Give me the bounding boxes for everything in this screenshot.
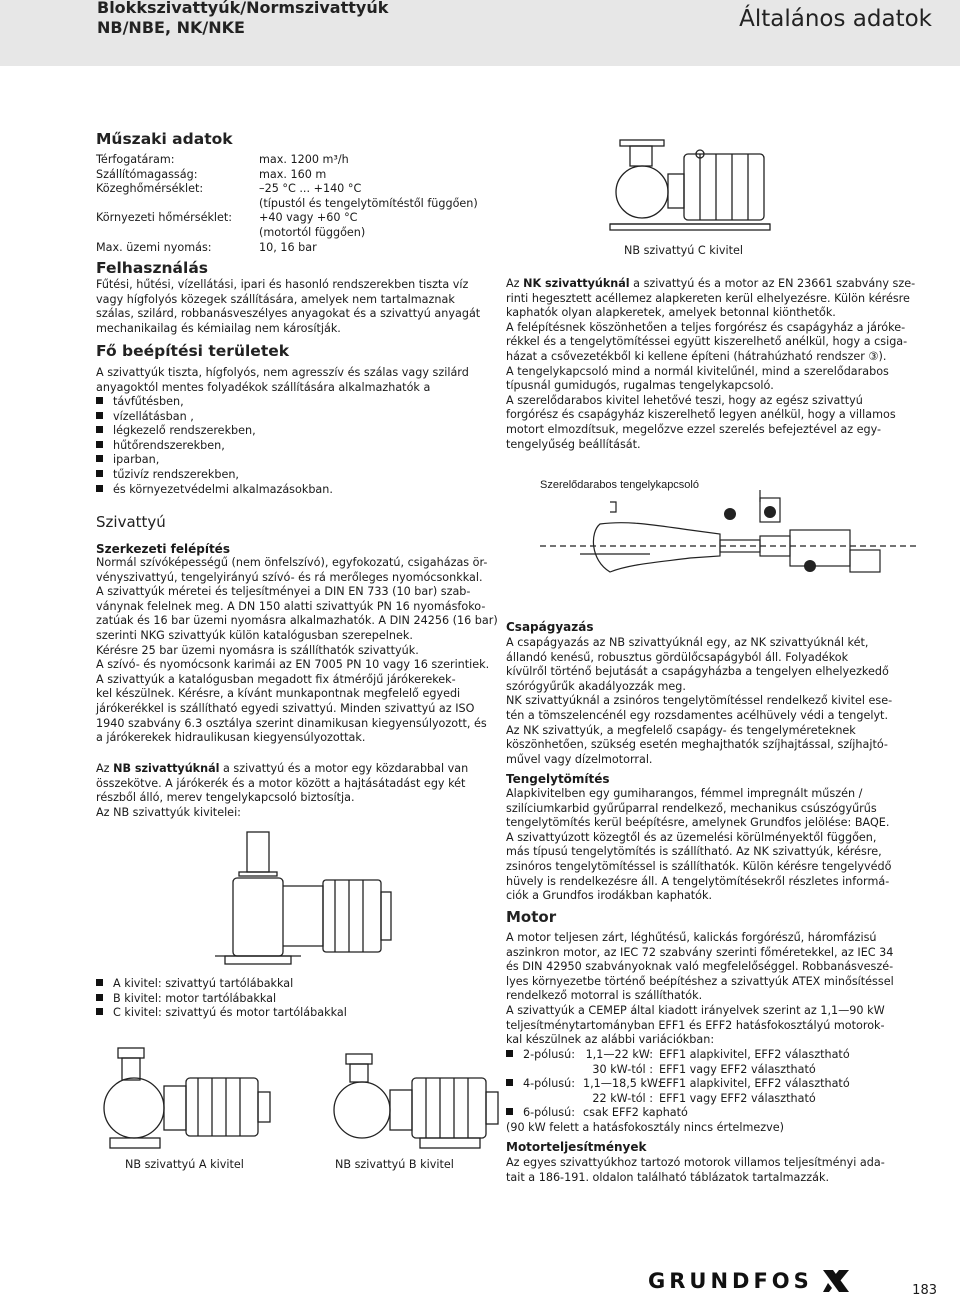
tech-label: Max. üzemi nyomás: (96, 240, 212, 254)
bullet-square-icon (96, 412, 103, 419)
variant-item (96, 977, 347, 992)
pole-row (506, 1077, 850, 1092)
area-item (96, 483, 333, 498)
construction-line: ványnak felelnek meg. A DN 150 alatti szivattyúk PN 16 nyomásfoko- (96, 599, 486, 613)
section-title: Általános adatok (739, 6, 932, 32)
pole-power: csak EFF2 kapható (583, 1106, 688, 1120)
pole-power: 22 kW-tól : (592, 1091, 653, 1105)
nk-line: A szerelődarabos kivitel lehetővé teszi, hogy az egész szivattyú (506, 393, 863, 407)
use-text (96, 278, 480, 336)
nk-line: házat a csővezetékből ki kellene építeni (hátrahúzható rendszer ③). (506, 349, 887, 363)
seal-line: zsinóros tengelytömítéssel is szállíthatók. Külön kérésre tengelyvédő (506, 859, 892, 873)
caption-variant-a: NB szivattyú A kivitel (125, 1158, 244, 1171)
pole-row (506, 1048, 850, 1063)
spacer-coupling-diagram (520, 490, 940, 595)
nk-line: típusnál gumidugós, rugalmas tengelykapcsoló. (506, 379, 774, 393)
motor-heading: Motor (506, 908, 557, 926)
variant-list (96, 977, 347, 1021)
areas-intro (96, 366, 469, 395)
pole-class: EFF1 vagy EFF2 választható (659, 1062, 816, 1076)
motor-line: teljesítménytartományban EFF1 és EFF2 hatásfokosztályú motorok- (506, 1018, 885, 1032)
nk-line: motort elmozdítsuk, megelőzve ezzel szerelés befejeztével az egy- (506, 422, 882, 436)
tech-row (96, 168, 478, 183)
bullet-square-icon (96, 470, 103, 477)
tech-value: +40 vagy +60 °C (259, 211, 358, 225)
tech-value: –25 °C ... +140 °C (259, 182, 362, 196)
seal-text (506, 787, 891, 904)
use-line: mechanikailag és kémiailag nem károsítják. (96, 321, 341, 335)
bearing-line: NK szivattyúknál a zsinóros tengelytömítéssel rendelkező kivitel ese- (506, 694, 893, 708)
nb-line: részből álló, merev tengelykapcsoló biztosítja. (96, 791, 355, 805)
header-title-block (97, 0, 388, 38)
pole-class: EFF1 vagy EFF2 választható (659, 1091, 816, 1105)
tech-label (96, 197, 259, 212)
pole-class: EFF1 alapkivitel, EFF2 választható (659, 1077, 850, 1091)
caption-variant-c: NB szivattyú C kivitel (624, 244, 743, 257)
tech-data-table (96, 153, 478, 255)
construction-subheading: Szerkezeti felépítés (96, 542, 230, 556)
motor-note: (90 kW felett a hatásfokosztály nincs értelmezve) (506, 1121, 784, 1134)
motor-line: A motor teljesen zárt, léghűtésű, kalickás forgórészű, háromfázisú (506, 931, 877, 944)
motor-text (506, 931, 894, 1048)
pole-type (523, 1092, 583, 1107)
variant-item-text: B kivitel: motor tartólábakkal (113, 991, 277, 1005)
tech-row (96, 153, 478, 168)
bearing-line: művel vagy dízelmotorral. (506, 752, 653, 766)
motor-line: A szivattyúk a CEMEP által kiadott irányelvek szerint az 1,1—90 kW (506, 1003, 885, 1017)
nk-line: Az NK szivattyúknál a szivattyú és a motor az EN 23661 szabvány sze- (506, 277, 916, 290)
bearing-line: A csapágyazás az NB szivattyúknál egy, az NK szivattyúknál két, (506, 636, 869, 649)
perf-line: Az egyes szivattyúkhoz tartozó motorok villamos teljesítményi ada- (506, 1156, 885, 1169)
nk-line: kaphatók olyan alapkeretek, amelyek betonnal kiönthetők. (506, 306, 836, 320)
bearing-line: szórógyűrűk akadályozzák meg. (506, 679, 686, 693)
use-line: Fűtési, hűtési, vízellátási, ipari és hasonló rendszerekben tiszta víz (96, 278, 469, 291)
seal-line: szilíciumkarbid gyűrűparral rendelkező, mechanikus csúszógyűrűs (506, 801, 877, 815)
bearing-heading: Csapágyazás (506, 620, 594, 634)
grundfos-logo (648, 1268, 851, 1294)
construction-line: Kérésre 25 bar üzemi nyomásra is szállíthatók szivattyúk. (96, 643, 419, 657)
construction-line: vényszivattyú, tengelyirányú szívó- és rá merőleges nyomócsonkkal. (96, 570, 483, 584)
area-item (96, 410, 333, 425)
pole-type: 4-pólusú: (523, 1077, 575, 1091)
nk-line: forgórész és csapágyház kiszerelhető legyen anélkül, hogy a villamos (506, 408, 896, 422)
bearing-line: tén a tömszelencénél egy rozsdamentes acélhüvely védi a tengelyt. (506, 708, 889, 722)
seal-line: ciók a Grundfos irodákban kaphatók. (506, 889, 713, 903)
page-header (0, 0, 960, 66)
pole-power: 1,1—22 kW: (585, 1048, 653, 1061)
motor-line: és DIN 42950 szabványoknak való megfelelőséggel. Robbanásveszé- (506, 960, 894, 974)
area-item (96, 424, 333, 439)
pole-row (506, 1092, 850, 1107)
header-line-2: NB/NBE, NK/NKE (97, 18, 245, 37)
pole-class: EFF1 alapkivitel, EFF2 választható (659, 1048, 850, 1061)
tech-row (96, 211, 478, 226)
pole-type: 2-pólusú: (523, 1048, 575, 1061)
nb-variant-a-vertical-drawing (165, 828, 425, 970)
tech-value: max. 160 m (259, 167, 327, 181)
bullet-square-icon (96, 426, 103, 433)
area-item (96, 395, 333, 410)
variant-item (96, 992, 347, 1007)
tech-row (96, 182, 478, 197)
bullet-square-icon (96, 455, 103, 462)
area-item (96, 453, 333, 468)
bullet-square-icon (96, 994, 103, 1001)
area-item-text: tűzivíz rendszerekben, (113, 467, 239, 481)
pump-heading: Szivattyú (96, 513, 166, 531)
construction-line: kel készülnek. Kérésre, a kívánt munkapontnak megfelelő egyedi (96, 687, 461, 701)
areas-intro-line: anyagoktól mentes folyadékok szállítására alkalmazhatók a (96, 380, 431, 394)
variant-item-text: C kivitel: szivattyú és motor tartólábakkal (113, 1006, 347, 1020)
variant-item (96, 1006, 347, 1021)
tech-label (96, 226, 259, 241)
perf-line: tait a 186-191. oldalon található táblázatok tartalmazzák. (506, 1170, 830, 1184)
nk-line: rékkel és a tengelytömítéssei együtt kiszerelhető anélkül, hogy a csiga- (506, 335, 908, 349)
nb-variant-a-drawing (100, 1040, 280, 1160)
tech-value: max. 1200 m³/h (259, 153, 349, 166)
seal-heading: Tengelytömítés (506, 772, 610, 786)
nb-variant-c-drawing (600, 130, 780, 240)
nk-line: A tengelykapcsoló mind a normál kivitelűnél, mind a szerelődarabos (506, 364, 889, 378)
header-line-1: Blokkszivattyúk/Normszivattyúk (97, 0, 389, 17)
motor-line: lyes környezetbe történő beépítéshez a szivattyúk ATEX minősítéssel (506, 974, 894, 988)
areas-list (96, 395, 333, 497)
construction-line: a járókerekek hidraulikusan kiegyensúlyozottak. (96, 731, 366, 745)
nk-text (506, 277, 915, 452)
construction-line: zatúak és 16 bar üzemi nyomásra alkalmazhatók. A DIN 24256 (16 bar) (96, 614, 498, 628)
tech-label: Térfogatáram: (96, 153, 175, 166)
area-item-text: vízellátásban , (113, 409, 194, 423)
construction-line: 1940 szabvány 6.3 osztálya szerint dinamikusan kiegyensúlyozott, és (96, 716, 487, 730)
nk-line: rinti hegesztett acéllemez alapkereten kerül elhelyezésre. Külön kérésre (506, 291, 910, 305)
tech-data-heading: Műszaki adatok (96, 130, 233, 148)
bullet-square-icon (96, 397, 103, 404)
nb-text (96, 762, 468, 820)
pole-power: 30 kW-tól : (592, 1062, 653, 1076)
seal-line: A szivattyúzott közegtől és az üzemelési körülményektől függően, (506, 830, 877, 844)
areas-intro-line: A szivattyúk tiszta, hígfolyós, nem agresszív és szálas vagy szilárd (96, 366, 469, 379)
construction-line: A szivattyúk a katalógusban megadott fix átmérőjű járókerekek- (96, 672, 456, 686)
construction-line: járókerékkel is szállítható egyedi szivattyú. Minden szivattyú az ISO (96, 701, 475, 715)
areas-heading: Fő beépítési területek (96, 342, 290, 360)
motor-line: rendelkező motorral is szállíthatók. (506, 989, 703, 1003)
nb-line: Az NB szivattyúk kivitelei: (96, 805, 241, 819)
bullet-square-icon (506, 1108, 513, 1115)
bearing-text (506, 636, 892, 767)
bearing-line: Az NK szivattyúk, a megfelelő csapágy- és tengelyméreteknek (506, 723, 856, 737)
bullet-square-icon (506, 1050, 513, 1057)
motor-line: kal készülnek az alábbi variációkban: (506, 1033, 715, 1047)
area-item (96, 439, 333, 454)
area-item-text: iparban, (113, 453, 160, 467)
bullet-square-icon (506, 1079, 513, 1086)
seal-line: tengelytömítés kerül beépítésre, amelynek Grundfos jelölése: BAQE. (506, 816, 890, 830)
area-item-text: távfűtésben, (113, 395, 184, 408)
bearing-line: állandó kenésű, robusztus gördülőcsapágyból áll. Folyadékok (506, 650, 849, 664)
tech-label: Szállítómagasság: (96, 167, 198, 181)
perf-heading: Motorteljesítmények (506, 1140, 647, 1154)
bearing-line: köszönhetően, szükség esetén meghajthatók szíjhajtással, szíjhajtó- (506, 738, 888, 752)
perf-text (506, 1156, 885, 1185)
variant-item-text: A kivitel: szivattyú tartólábakkal (113, 977, 294, 990)
tech-row (96, 226, 478, 241)
area-item (96, 468, 333, 483)
construction-line: A szivattyúk méretei és teljesítményei a DIN EN 733 (10 bar) szab- (96, 585, 471, 599)
pole-type (523, 1063, 583, 1078)
pole-table (506, 1048, 850, 1121)
bullet-square-icon (96, 441, 103, 448)
pole-row (506, 1063, 850, 1078)
nb-variant-b-drawing (330, 1040, 510, 1160)
tech-label: Közeghőmérséklet: (96, 182, 204, 196)
caption-variant-b: NB szivattyú B kivitel (335, 1158, 454, 1171)
nk-line: A felépítésnek köszönhetően a teljes forgórész és csapágyház a járóke- (506, 320, 906, 334)
construction-line: szerinti NKG szivattyúk külön katalógusban szerepelnek. (96, 628, 413, 642)
construction-text (96, 556, 498, 746)
construction-line: Normál szívóképességű (nem önfelszívó), egyfokozatú, csigaházas ör- (96, 556, 488, 569)
bullet-square-icon (96, 1008, 103, 1015)
bullet-square-icon (96, 979, 103, 986)
bullet-square-icon (96, 485, 103, 492)
tech-value: (típustól és tengelytömítéstől függően) (259, 196, 478, 210)
nk-line: tengelyűség beállítását. (506, 437, 641, 451)
use-heading: Felhasználás (96, 259, 209, 277)
coupling-diagram-label: Szerelődarabos tengelykapcsoló (540, 479, 699, 491)
seal-line: más típusú tengelytömítés is szállítható. Az NK szivattyúk, kérésre, (506, 845, 882, 859)
brand-wordmark: GRUNDFOS (648, 1269, 813, 1293)
tech-row (96, 197, 478, 212)
area-item-text: hűtőrendszerekben, (113, 438, 225, 452)
nb-line: összekötve. A járókerék és a motor között a hajtásátadást egy két (96, 776, 466, 790)
page-number: 183 (912, 1283, 937, 1298)
construction-line: A szívó- és nyomócsonk karimái az EN 7005 PN 10 vagy 16 szerintiek. (96, 658, 490, 672)
nb-line: Az NB szivattyúknál a szivattyú és a motor egy közdarabbal van (96, 762, 469, 775)
motor-line: aszinkron motor, az IEC 72 szabvány szerinti főméretekkel, az IEC 34 (506, 945, 894, 959)
area-item-text: és környezetvédelmi alkalmazásokban. (113, 482, 333, 496)
pole-type: 6-pólusú: (523, 1106, 575, 1120)
bearing-line: kívülről történő bejutását a csapágyházba a tengelyen elhelyezkedő (506, 665, 889, 679)
tech-row (96, 241, 478, 256)
use-line: vagy hígfolyós közegek szállítására, amelyek nem tartalmaznak (96, 292, 455, 306)
seal-line: hüvely is rendelkezésre áll. A tengelytömítésekről részletes informá- (506, 874, 890, 888)
pole-power: 1,1—18,5 kW: (583, 1077, 662, 1091)
use-line: szálas, szilárd, robbanásveszélyes anyagokat és a szivattyú anyagát (96, 307, 481, 321)
grundfos-x-icon (821, 1268, 851, 1294)
tech-label: Környezeti hőmérséklet: (96, 211, 233, 225)
area-item-text: légkezelő rendszerekben, (113, 424, 256, 438)
tech-value: 10, 16 bar (259, 240, 317, 254)
seal-line: Alapkivitelben egy gumiharangos, fémmel impregnált műszén / (506, 787, 863, 800)
tech-value: (motortól függően) (259, 225, 366, 239)
pole-row (506, 1106, 850, 1121)
